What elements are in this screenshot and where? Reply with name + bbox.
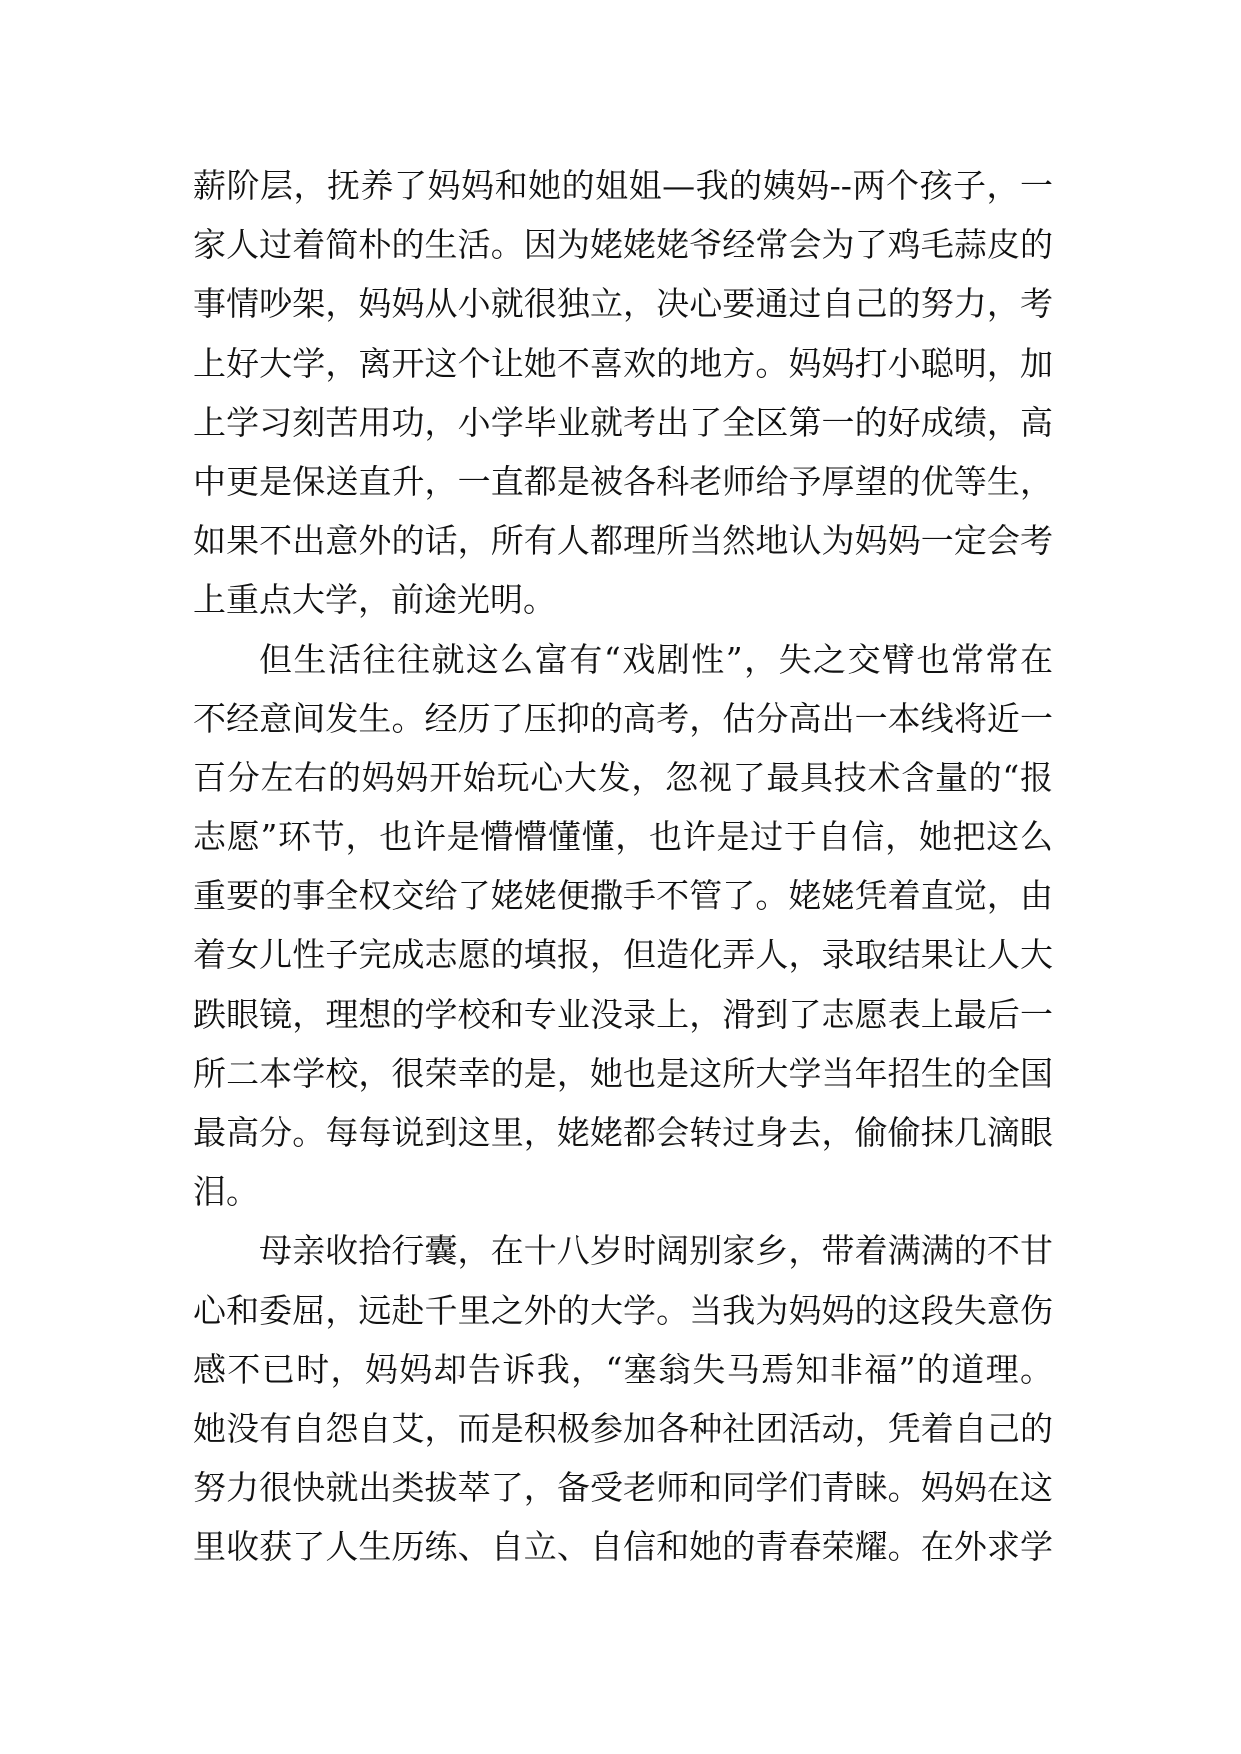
body-text	[193, 156, 1053, 1577]
text-line: 志愿”环节，也许是懵懵懂懂，也许是过于自信，她把这么	[193, 817, 1053, 857]
text-line: 百分左右的妈妈开始玩心大发，忽视了最具技术含量的“报	[193, 757, 1053, 797]
text-line: 家人过着简朴的生活。因为姥姥姥爷经常会为了鸡毛蒜皮的	[193, 225, 1053, 265]
text-line: 中更是保送直升，一直都是被各科老师给予厚望的优等生，	[193, 461, 1053, 501]
text-line: 事情吵架，妈妈从小就很独立，决心要通过自己的努力，考	[193, 284, 1053, 324]
text-line: 如果不出意外的话，所有人都理所当然地认为妈妈一定会考	[193, 521, 1053, 561]
text-line: 重要的事全权交给了姥姥便撒手不管了。姥姥凭着直觉，由	[193, 876, 1053, 916]
text-line: 上学习刻苦用功，小学毕业就考出了全区第一的好成绩，高	[193, 402, 1053, 442]
text-line: 感不已时，妈妈却告诉我，“塞翁失马焉知非福”的道理。	[193, 1349, 1053, 1389]
text-line: 母亲收拾行囊，在十八岁时阔别家乡，带着满满的不甘	[259, 1231, 1053, 1271]
text-line: 薪阶层，抚养了妈妈和她的姐姐—我的姨妈--两个孩子，一	[193, 166, 1053, 205]
text-line: 里收获了人生历练、自立、自信和她的青春荣耀。在外求学	[193, 1527, 1053, 1567]
text-line: 跌眼镜，理想的学校和专业没录上，滑到了志愿表上最后一	[193, 994, 1053, 1034]
text-line: 上好大学，离开这个让她不喜欢的地方。妈妈打小聪明，加	[193, 343, 1053, 383]
text-line: 努力很快就出类拔萃了，备受老师和同学们青睐。妈妈在这	[193, 1468, 1053, 1508]
text-line: 心和委屈，远赴千里之外的大学。当我为妈妈的这段失意伤	[193, 1290, 1053, 1330]
text-line: 所二本学校，很荣幸的是，她也是这所大学当年招生的全国	[193, 1053, 1053, 1093]
text-line: 不经意间发生。经历了压抑的高考，估分高出一本线将近一	[193, 698, 1053, 738]
text-line: 上重点大学，前途光明。	[193, 580, 556, 620]
text-line: 泪。	[193, 1172, 259, 1212]
text-line: 她没有自怨自艾，而是积极参加各种社团活动，凭着自己的	[193, 1408, 1053, 1448]
text-line: 但生活往往就这么富有“戏剧性”，失之交臂也常常在	[259, 639, 1053, 679]
text-line: 着女儿性子完成志愿的填报，但造化弄人，录取结果让人大	[193, 935, 1053, 975]
text-line: 最高分。每每说到这里，姥姥都会转过身去，偷偷抹几滴眼	[193, 1113, 1053, 1152]
